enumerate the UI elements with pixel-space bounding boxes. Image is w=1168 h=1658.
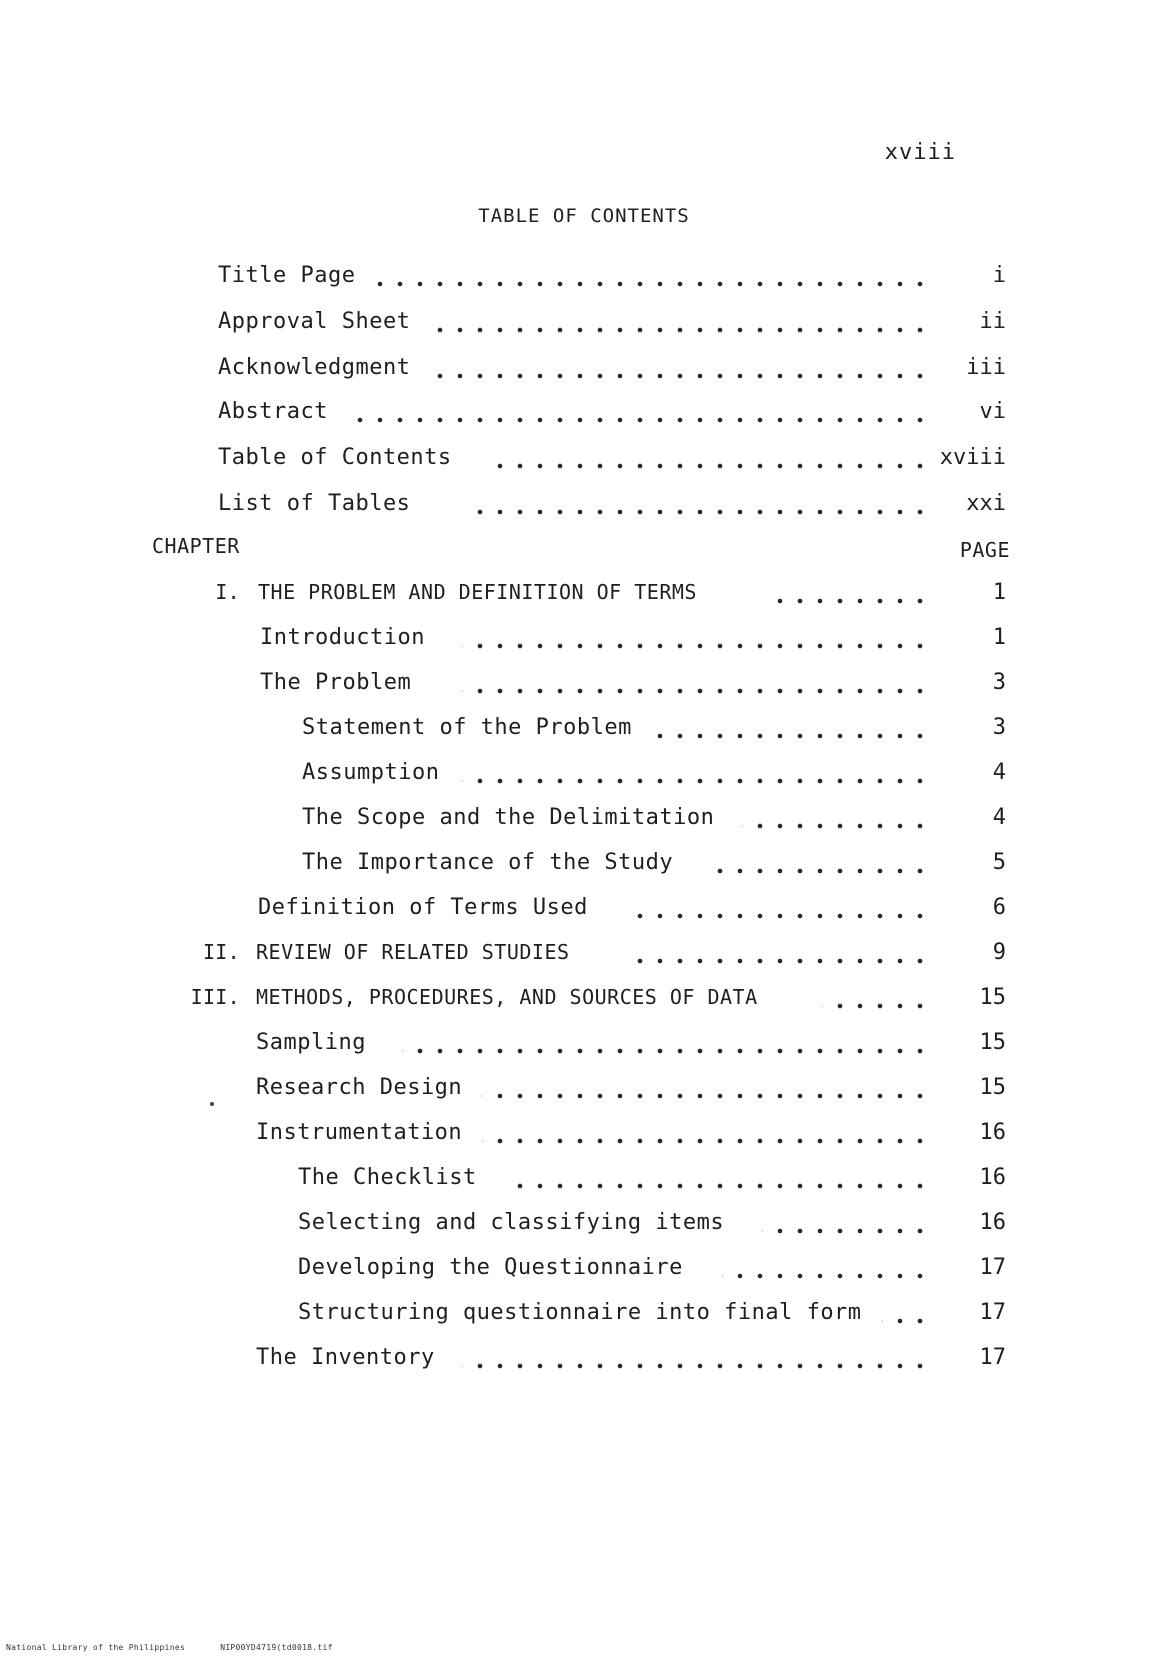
- toc-entry-page: 1: [992, 625, 1006, 650]
- toc-entry-label: The Importance of the Study: [302, 850, 674, 875]
- toc-entry-scope-and-delimitation: [0, 805, 1168, 841]
- toc-entry-page: 17: [979, 1300, 1006, 1325]
- scan-footer: [6, 1643, 363, 1652]
- dot-leader: [352, 415, 930, 425]
- dot-leader: [482, 1091, 930, 1101]
- document-title: TABLE OF CONTENTS: [478, 205, 690, 227]
- toc-entry-label: Statement of the Problem: [302, 715, 632, 740]
- dot-leader: [482, 1136, 930, 1146]
- toc-entry-introduction: [0, 625, 1168, 661]
- toc-entry-label: Sampling: [256, 1030, 366, 1055]
- toc-entry-label: Introduction: [260, 625, 425, 650]
- dot-leader: [462, 776, 930, 786]
- toc-entry-page: 3: [992, 670, 1006, 695]
- dot-leader: [432, 325, 930, 335]
- toc-entry-page: 17: [979, 1255, 1006, 1280]
- toc-entry-page: xviii: [939, 445, 1006, 470]
- toc-entry-label: Selecting and classifying items: [298, 1210, 725, 1235]
- toc-entry-label: Definition of Terms Used: [258, 895, 588, 920]
- toc-entry-assumption: [0, 760, 1168, 796]
- toc-entry-label: The Inventory: [256, 1345, 435, 1370]
- toc-entry-importance-of-the-study: [0, 850, 1168, 886]
- dot-leader: [432, 371, 930, 381]
- toc-chapter-3: [0, 985, 1168, 1021]
- dot-leader: [712, 866, 930, 876]
- toc-entry-label: THE PROBLEM AND DEFINITION OF TERMS: [258, 580, 697, 604]
- toc-entry-label: REVIEW OF RELATED STUDIES: [256, 940, 570, 964]
- dot-leader: [882, 1316, 930, 1326]
- toc-entry-page: 4: [992, 805, 1006, 830]
- toc-entry-selecting-and-classifying-items: [0, 1210, 1168, 1246]
- toc-entry-approval-sheet: [0, 309, 1168, 345]
- toc-entry-structuring-questionnaire: [0, 1300, 1168, 1336]
- dot-leader: [632, 956, 930, 966]
- dot-leader: [462, 1361, 930, 1371]
- toc-entry-page: 9: [992, 940, 1006, 965]
- footer-file-id: NIP00YD4719(td0018.tif: [220, 1643, 333, 1652]
- dot-leader: [762, 1226, 930, 1236]
- toc-entry-acknowledgment: [0, 355, 1168, 391]
- scan-speck: [210, 1102, 214, 1106]
- toc-entry-page: 1: [992, 580, 1006, 605]
- chapter-numeral: I.: [215, 580, 240, 604]
- toc-entry-page: iii: [966, 355, 1006, 380]
- toc-chapter-1: [0, 580, 1168, 616]
- toc-entry-page: 16: [979, 1165, 1006, 1190]
- toc-entry-label: Title Page: [218, 263, 356, 288]
- toc-entry-page: vi: [979, 399, 1006, 424]
- dot-leader: [402, 1046, 930, 1056]
- toc-entry-page: 4: [992, 760, 1006, 785]
- toc-entry-page: 5: [992, 850, 1006, 875]
- toc-entry-label: Assumption: [302, 760, 440, 785]
- dot-leader: [722, 1271, 930, 1281]
- toc-entry-definition-of-terms-used: [0, 895, 1168, 931]
- toc-entry-abstract: [0, 399, 1168, 435]
- footer-library: National Library of the Philippines: [6, 1643, 186, 1652]
- toc-entry-page: ii: [979, 309, 1006, 334]
- chapter-column-heading: CHAPTER: [152, 534, 240, 558]
- dot-leader: [742, 821, 930, 831]
- dot-leader: [772, 596, 930, 606]
- dot-leader: [822, 1001, 930, 1011]
- toc-entry-the-problem: [0, 670, 1168, 706]
- dot-leader: [462, 641, 930, 651]
- toc-entry-label: Table of Contents: [218, 445, 452, 470]
- toc-entry-page: xxi: [966, 491, 1006, 516]
- toc-entry-page: i: [992, 263, 1006, 288]
- toc-entry-developing-the-questionnaire: [0, 1255, 1168, 1291]
- toc-entry-page: 17: [979, 1345, 1006, 1370]
- chapter-numeral: III.: [190, 985, 240, 1009]
- toc-entry-label: Structuring questionnaire into final form: [298, 1300, 862, 1325]
- toc-entry-label: Abstract: [218, 399, 328, 424]
- toc-entry-table-of-contents: [0, 445, 1168, 481]
- toc-entry-sampling: [0, 1030, 1168, 1066]
- toc-entry-list-of-tables: [0, 491, 1168, 527]
- toc-entry-label: The Scope and the Delimitation: [302, 805, 715, 830]
- toc-entry-page: 15: [979, 1075, 1006, 1100]
- toc-entry-label: Approval Sheet: [218, 309, 411, 334]
- toc-entry-label: METHODS, PROCEDURES, AND SOURCES OF DATA: [256, 985, 758, 1009]
- toc-entry-page: 3: [992, 715, 1006, 740]
- toc-entry-label: Acknowledgment: [218, 355, 411, 380]
- dot-leader: [492, 461, 930, 471]
- toc-entry-page: 15: [979, 1030, 1006, 1055]
- toc-entry-page: 16: [979, 1120, 1006, 1145]
- dot-leader: [512, 1181, 930, 1191]
- toc-entry-label: Research Design: [256, 1075, 463, 1100]
- toc-entry-label: Developing the Questionnaire: [298, 1255, 683, 1280]
- dot-leader: [372, 279, 930, 289]
- toc-entry-instrumentation: [0, 1120, 1168, 1156]
- toc-entry-statement-of-the-problem: [0, 715, 1168, 751]
- toc-entry-the-inventory: [0, 1345, 1168, 1381]
- toc-entry-label: List of Tables: [218, 491, 411, 516]
- toc-entry-label: The Problem: [260, 670, 412, 695]
- page-column-heading: PAGE: [959, 538, 1010, 562]
- toc-entry-page: 6: [992, 895, 1006, 920]
- page-number: xviii: [884, 140, 956, 165]
- toc-entry-the-checklist: [0, 1165, 1168, 1201]
- toc-entry-research-design: [0, 1075, 1168, 1111]
- toc-entry-page: 15: [979, 985, 1006, 1010]
- dot-leader: [462, 686, 930, 696]
- dot-leader: [472, 507, 930, 517]
- toc-chapter-2: [0, 940, 1168, 976]
- toc-entry-page: 16: [979, 1210, 1006, 1235]
- toc-entry-title-page: [0, 263, 1168, 299]
- toc-entry-label: Instrumentation: [256, 1120, 463, 1145]
- dot-leader: [632, 911, 930, 921]
- toc-entry-label: The Checklist: [298, 1165, 477, 1190]
- dot-leader: [652, 731, 930, 741]
- chapter-numeral: II.: [202, 940, 240, 964]
